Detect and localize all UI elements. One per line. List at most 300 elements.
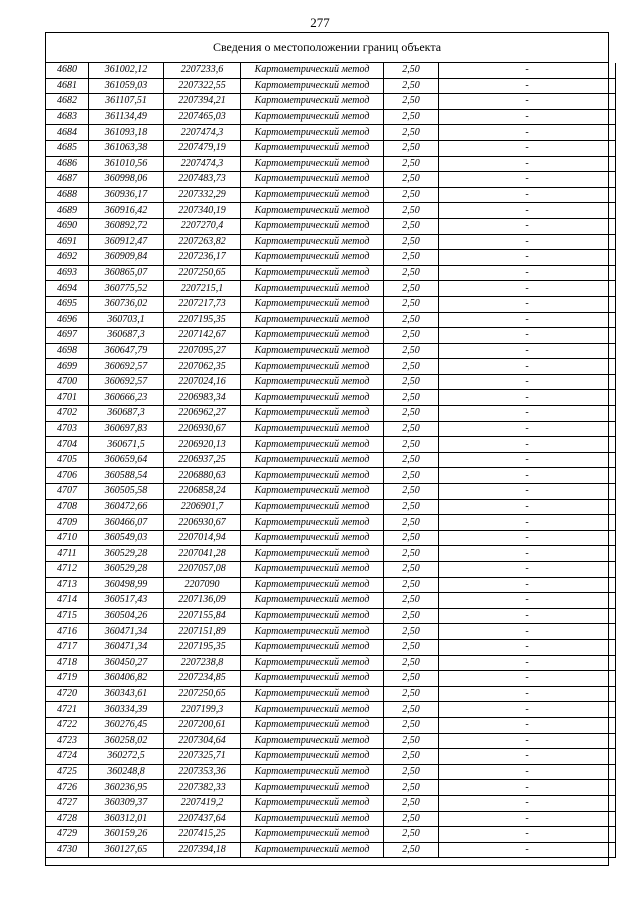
accuracy-cell: 2,50 [384, 530, 439, 546]
point-number-cell: 4728 [46, 811, 89, 827]
method-cell: Картометрический метод [241, 608, 384, 624]
x-coordinate-cell: 360309,37 [89, 795, 164, 811]
accuracy-cell: 2,50 [384, 515, 439, 531]
accuracy-cell: 2,50 [384, 608, 439, 624]
accuracy-cell: 2,50 [384, 764, 439, 780]
y-coordinate-cell: 2206930,67 [164, 515, 241, 531]
y-coordinate-cell: 2207199,3 [164, 702, 241, 718]
x-coordinate-cell: 361063,38 [89, 140, 164, 156]
x-coordinate-cell: 360647,79 [89, 343, 164, 359]
method-cell: Картометрический метод [241, 530, 384, 546]
x-coordinate-cell: 360517,43 [89, 593, 164, 609]
y-coordinate-cell: 2207270,4 [164, 218, 241, 234]
x-coordinate-cell: 360936,17 [89, 187, 164, 203]
point-number-cell: 4703 [46, 421, 89, 437]
x-coordinate-cell: 360666,23 [89, 390, 164, 406]
point-number-cell: 4721 [46, 702, 89, 718]
table-row [46, 827, 616, 843]
y-coordinate-cell: 2207325,71 [164, 749, 241, 765]
accuracy-cell: 2,50 [384, 109, 439, 125]
point-number-cell: 4682 [46, 94, 89, 110]
accuracy-cell: 2,50 [384, 343, 439, 359]
description-cell: - [439, 780, 616, 796]
method-cell: Картометрический метод [241, 717, 384, 733]
point-number-cell: 4693 [46, 265, 89, 281]
x-coordinate-cell: 360529,28 [89, 562, 164, 578]
accuracy-cell: 2,50 [384, 218, 439, 234]
accuracy-cell: 2,50 [384, 702, 439, 718]
y-coordinate-cell: 2207263,82 [164, 234, 241, 250]
table-row [46, 655, 616, 671]
y-coordinate-cell: 2207233,6 [164, 63, 241, 78]
description-cell: - [439, 593, 616, 609]
point-number-cell: 4683 [46, 109, 89, 125]
accuracy-cell: 2,50 [384, 94, 439, 110]
description-cell: - [439, 234, 616, 250]
description-cell: - [439, 749, 616, 765]
method-cell: Картометрический метод [241, 390, 384, 406]
point-number-cell: 4687 [46, 172, 89, 188]
point-number-cell: 4697 [46, 328, 89, 344]
description-cell: - [439, 172, 616, 188]
accuracy-cell: 2,50 [384, 421, 439, 437]
description-cell: - [439, 795, 616, 811]
point-number-cell: 4700 [46, 374, 89, 390]
x-coordinate-cell: 360892,72 [89, 218, 164, 234]
method-cell: Картометрический метод [241, 764, 384, 780]
table-row [46, 281, 616, 297]
description-cell: - [439, 390, 616, 406]
y-coordinate-cell: 2207474,3 [164, 125, 241, 141]
y-coordinate-cell: 2207024,16 [164, 374, 241, 390]
point-number-cell: 4730 [46, 842, 89, 858]
method-cell: Картометрический метод [241, 109, 384, 125]
method-cell: Картометрический метод [241, 78, 384, 94]
accuracy-cell: 2,50 [384, 452, 439, 468]
y-coordinate-cell: 2207195,35 [164, 312, 241, 328]
accuracy-cell: 2,50 [384, 499, 439, 515]
description-cell: - [439, 452, 616, 468]
table-row [46, 764, 616, 780]
point-number-cell: 4707 [46, 484, 89, 500]
y-coordinate-cell: 2207136,09 [164, 593, 241, 609]
y-coordinate-cell: 2206930,67 [164, 421, 241, 437]
accuracy-cell: 2,50 [384, 780, 439, 796]
accuracy-cell: 2,50 [384, 374, 439, 390]
table-row [46, 343, 616, 359]
table-row [46, 811, 616, 827]
x-coordinate-cell: 360588,54 [89, 468, 164, 484]
accuracy-cell: 2,50 [384, 546, 439, 562]
accuracy-cell: 2,50 [384, 655, 439, 671]
y-coordinate-cell: 2207332,29 [164, 187, 241, 203]
method-cell: Картометрический метод [241, 437, 384, 453]
y-coordinate-cell: 2207151,89 [164, 624, 241, 640]
table-row [46, 250, 616, 266]
accuracy-cell: 2,50 [384, 717, 439, 733]
accuracy-cell: 2,50 [384, 686, 439, 702]
y-coordinate-cell: 2207479,19 [164, 140, 241, 156]
y-coordinate-cell: 2207465,03 [164, 109, 241, 125]
x-coordinate-cell: 360471,34 [89, 624, 164, 640]
y-coordinate-cell: 2207353,36 [164, 764, 241, 780]
table-row [46, 749, 616, 765]
accuracy-cell: 2,50 [384, 296, 439, 312]
y-coordinate-cell: 2206937,25 [164, 452, 241, 468]
table-row [46, 702, 616, 718]
table-row [46, 608, 616, 624]
y-coordinate-cell: 2207236,17 [164, 250, 241, 266]
x-coordinate-cell: 360450,27 [89, 655, 164, 671]
method-cell: Картометрический метод [241, 842, 384, 858]
accuracy-cell: 2,50 [384, 312, 439, 328]
description-cell: - [439, 437, 616, 453]
description-cell: - [439, 639, 616, 655]
table-row [46, 406, 616, 422]
x-coordinate-cell: 361059,03 [89, 78, 164, 94]
y-coordinate-cell: 2207095,27 [164, 343, 241, 359]
method-cell: Картометрический метод [241, 156, 384, 172]
table-row [46, 156, 616, 172]
point-number-cell: 4706 [46, 468, 89, 484]
x-coordinate-cell: 360697,83 [89, 421, 164, 437]
x-coordinate-cell: 360343,61 [89, 686, 164, 702]
x-coordinate-cell: 360865,07 [89, 265, 164, 281]
y-coordinate-cell: 2206962,27 [164, 406, 241, 422]
y-coordinate-cell: 2207415,25 [164, 827, 241, 843]
description-cell: - [439, 109, 616, 125]
point-number-cell: 4689 [46, 203, 89, 219]
point-number-cell: 4709 [46, 515, 89, 531]
table-row [46, 94, 616, 110]
y-coordinate-cell: 2207474,3 [164, 156, 241, 172]
method-cell: Картометрический метод [241, 172, 384, 188]
method-cell: Картометрический метод [241, 281, 384, 297]
accuracy-cell: 2,50 [384, 140, 439, 156]
point-number-cell: 4692 [46, 250, 89, 266]
method-cell: Картометрический метод [241, 421, 384, 437]
point-number-cell: 4694 [46, 281, 89, 297]
y-coordinate-cell: 2206880,63 [164, 468, 241, 484]
method-cell: Картометрический метод [241, 749, 384, 765]
point-number-cell: 4715 [46, 608, 89, 624]
table-row [46, 624, 616, 640]
point-number-cell: 4712 [46, 562, 89, 578]
y-coordinate-cell: 2207215,1 [164, 281, 241, 297]
page-number: 277 [310, 15, 330, 30]
accuracy-cell: 2,50 [384, 671, 439, 687]
method-cell: Картометрический метод [241, 827, 384, 843]
description-cell: - [439, 655, 616, 671]
table-row [46, 562, 616, 578]
x-coordinate-cell: 360659,64 [89, 452, 164, 468]
x-coordinate-cell: 360998,06 [89, 172, 164, 188]
point-number-cell: 4723 [46, 733, 89, 749]
table-row [46, 218, 616, 234]
description-cell: - [439, 671, 616, 687]
x-coordinate-cell: 360466,07 [89, 515, 164, 531]
method-cell: Картометрический метод [241, 686, 384, 702]
description-cell: - [439, 218, 616, 234]
point-number-cell: 4710 [46, 530, 89, 546]
point-number-cell: 4727 [46, 795, 89, 811]
y-coordinate-cell: 2207057,08 [164, 562, 241, 578]
description-cell: - [439, 250, 616, 266]
y-coordinate-cell: 2206858,24 [164, 484, 241, 500]
method-cell: Картометрический метод [241, 374, 384, 390]
table-row [46, 234, 616, 250]
method-cell: Картометрический метод [241, 499, 384, 515]
method-cell: Картометрический метод [241, 343, 384, 359]
accuracy-cell: 2,50 [384, 624, 439, 640]
x-coordinate-cell: 360272,5 [89, 749, 164, 765]
point-number-cell: 4681 [46, 78, 89, 94]
method-cell: Картометрический метод [241, 484, 384, 500]
method-cell: Картометрический метод [241, 811, 384, 827]
y-coordinate-cell: 2207041,28 [164, 546, 241, 562]
point-number-cell: 4724 [46, 749, 89, 765]
point-number-cell: 4698 [46, 343, 89, 359]
description-cell: - [439, 624, 616, 640]
y-coordinate-cell: 2207483,73 [164, 172, 241, 188]
y-coordinate-cell: 2207250,65 [164, 265, 241, 281]
method-cell: Картометрический метод [241, 795, 384, 811]
x-coordinate-cell: 360775,52 [89, 281, 164, 297]
accuracy-cell: 2,50 [384, 234, 439, 250]
point-number-cell: 4702 [46, 406, 89, 422]
description-cell: - [439, 562, 616, 578]
accuracy-cell: 2,50 [384, 281, 439, 297]
table-row [46, 203, 616, 219]
method-cell: Картометрический метод [241, 203, 384, 219]
table-title: Сведения о местоположении границ объекта [46, 33, 608, 63]
x-coordinate-cell: 360505,58 [89, 484, 164, 500]
method-cell: Картометрический метод [241, 296, 384, 312]
x-coordinate-cell: 360248,8 [89, 764, 164, 780]
x-coordinate-cell: 361002,12 [89, 63, 164, 78]
table-row [46, 437, 616, 453]
coordinates-table [45, 63, 616, 858]
method-cell: Картометрический метод [241, 593, 384, 609]
point-number-cell: 4686 [46, 156, 89, 172]
point-number-cell: 4680 [46, 63, 89, 78]
description-cell: - [439, 811, 616, 827]
y-coordinate-cell: 2206920,13 [164, 437, 241, 453]
accuracy-cell: 2,50 [384, 359, 439, 375]
table-row [46, 717, 616, 733]
y-coordinate-cell: 2207234,85 [164, 671, 241, 687]
y-coordinate-cell: 2207155,84 [164, 608, 241, 624]
description-cell: - [439, 187, 616, 203]
description-cell: - [439, 63, 616, 78]
table-row [46, 484, 616, 500]
method-cell: Картометрический метод [241, 250, 384, 266]
x-coordinate-cell: 360236,95 [89, 780, 164, 796]
y-coordinate-cell: 2207304,64 [164, 733, 241, 749]
point-number-cell: 4684 [46, 125, 89, 141]
y-coordinate-cell: 2207142,67 [164, 328, 241, 344]
point-number-cell: 4688 [46, 187, 89, 203]
method-cell: Картометрический метод [241, 406, 384, 422]
boundary-table-frame [45, 32, 609, 866]
point-number-cell: 4714 [46, 593, 89, 609]
table-row [46, 78, 616, 94]
description-cell: - [439, 140, 616, 156]
method-cell: Картометрический метод [241, 639, 384, 655]
point-number-cell: 4720 [46, 686, 89, 702]
method-cell: Картометрический метод [241, 187, 384, 203]
point-number-cell: 4696 [46, 312, 89, 328]
point-number-cell: 4708 [46, 499, 89, 515]
table-row [46, 374, 616, 390]
point-number-cell: 4704 [46, 437, 89, 453]
table-row [46, 140, 616, 156]
point-number-cell: 4701 [46, 390, 89, 406]
point-number-cell: 4691 [46, 234, 89, 250]
description-cell: - [439, 577, 616, 593]
description-cell: - [439, 94, 616, 110]
table-row [46, 125, 616, 141]
method-cell: Картометрический метод [241, 218, 384, 234]
accuracy-cell: 2,50 [384, 577, 439, 593]
accuracy-cell: 2,50 [384, 63, 439, 78]
point-number-cell: 4690 [46, 218, 89, 234]
table-row [46, 187, 616, 203]
x-coordinate-cell: 360692,57 [89, 374, 164, 390]
method-cell: Картометрический метод [241, 265, 384, 281]
accuracy-cell: 2,50 [384, 187, 439, 203]
method-cell: Картометрический метод [241, 562, 384, 578]
method-cell: Картометрический метод [241, 234, 384, 250]
table-row [46, 639, 616, 655]
description-cell: - [439, 281, 616, 297]
accuracy-cell: 2,50 [384, 250, 439, 266]
accuracy-cell: 2,50 [384, 437, 439, 453]
description-cell: - [439, 842, 616, 858]
table-row [46, 172, 616, 188]
description-cell: - [439, 608, 616, 624]
table-row [46, 468, 616, 484]
table-row [46, 359, 616, 375]
table-row [46, 452, 616, 468]
table-row [46, 499, 616, 515]
x-coordinate-cell: 360909,84 [89, 250, 164, 266]
x-coordinate-cell: 360406,82 [89, 671, 164, 687]
accuracy-cell: 2,50 [384, 827, 439, 843]
method-cell: Картометрический метод [241, 328, 384, 344]
y-coordinate-cell: 2207014,94 [164, 530, 241, 546]
accuracy-cell: 2,50 [384, 125, 439, 141]
x-coordinate-cell: 360703,1 [89, 312, 164, 328]
method-cell: Картометрический метод [241, 546, 384, 562]
table-row [46, 312, 616, 328]
y-coordinate-cell: 2207340,19 [164, 203, 241, 219]
x-coordinate-cell: 360276,45 [89, 717, 164, 733]
method-cell: Картометрический метод [241, 733, 384, 749]
table-row [46, 63, 616, 78]
x-coordinate-cell: 360671,5 [89, 437, 164, 453]
description-cell: - [439, 468, 616, 484]
table-row [46, 530, 616, 546]
description-cell: - [439, 499, 616, 515]
x-coordinate-cell: 360498,99 [89, 577, 164, 593]
y-coordinate-cell: 2207382,33 [164, 780, 241, 796]
description-cell: - [439, 312, 616, 328]
x-coordinate-cell: 360692,57 [89, 359, 164, 375]
point-number-cell: 4718 [46, 655, 89, 671]
point-number-cell: 4699 [46, 359, 89, 375]
accuracy-cell: 2,50 [384, 156, 439, 172]
accuracy-cell: 2,50 [384, 795, 439, 811]
description-cell: - [439, 717, 616, 733]
table-row [46, 296, 616, 312]
description-cell: - [439, 343, 616, 359]
x-coordinate-cell: 360504,26 [89, 608, 164, 624]
accuracy-cell: 2,50 [384, 811, 439, 827]
description-cell: - [439, 686, 616, 702]
point-number-cell: 4722 [46, 717, 89, 733]
point-number-cell: 4713 [46, 577, 89, 593]
point-number-cell: 4726 [46, 780, 89, 796]
table-body [46, 63, 616, 858]
accuracy-cell: 2,50 [384, 639, 439, 655]
point-number-cell: 4719 [46, 671, 89, 687]
point-number-cell: 4705 [46, 452, 89, 468]
table-row [46, 842, 616, 858]
accuracy-cell: 2,50 [384, 172, 439, 188]
point-number-cell: 4711 [46, 546, 89, 562]
x-coordinate-cell: 360159,26 [89, 827, 164, 843]
description-cell: - [439, 484, 616, 500]
y-coordinate-cell: 2207195,35 [164, 639, 241, 655]
description-cell: - [439, 406, 616, 422]
x-coordinate-cell: 360258,02 [89, 733, 164, 749]
x-coordinate-cell: 361107,51 [89, 94, 164, 110]
accuracy-cell: 2,50 [384, 265, 439, 281]
table-row [46, 686, 616, 702]
point-number-cell: 4729 [46, 827, 89, 843]
accuracy-cell: 2,50 [384, 328, 439, 344]
y-coordinate-cell: 2207437,64 [164, 811, 241, 827]
x-coordinate-cell: 360471,34 [89, 639, 164, 655]
table-row [46, 733, 616, 749]
method-cell: Картометрический метод [241, 140, 384, 156]
method-cell: Картометрический метод [241, 452, 384, 468]
x-coordinate-cell: 360687,3 [89, 406, 164, 422]
table-row [46, 265, 616, 281]
y-coordinate-cell: 2207217,73 [164, 296, 241, 312]
description-cell: - [439, 125, 616, 141]
description-cell: - [439, 421, 616, 437]
x-coordinate-cell: 360916,42 [89, 203, 164, 219]
table-row [46, 328, 616, 344]
x-coordinate-cell: 360127,65 [89, 842, 164, 858]
table-row [46, 577, 616, 593]
y-coordinate-cell: 2207394,21 [164, 94, 241, 110]
accuracy-cell: 2,50 [384, 749, 439, 765]
table-row [46, 546, 616, 562]
y-coordinate-cell: 2207090 [164, 577, 241, 593]
accuracy-cell: 2,50 [384, 468, 439, 484]
accuracy-cell: 2,50 [384, 593, 439, 609]
y-coordinate-cell: 2207250,65 [164, 686, 241, 702]
x-coordinate-cell: 361093,18 [89, 125, 164, 141]
description-cell: - [439, 827, 616, 843]
table-row [46, 593, 616, 609]
method-cell: Картометрический метод [241, 671, 384, 687]
table-row [46, 390, 616, 406]
table-row [46, 780, 616, 796]
